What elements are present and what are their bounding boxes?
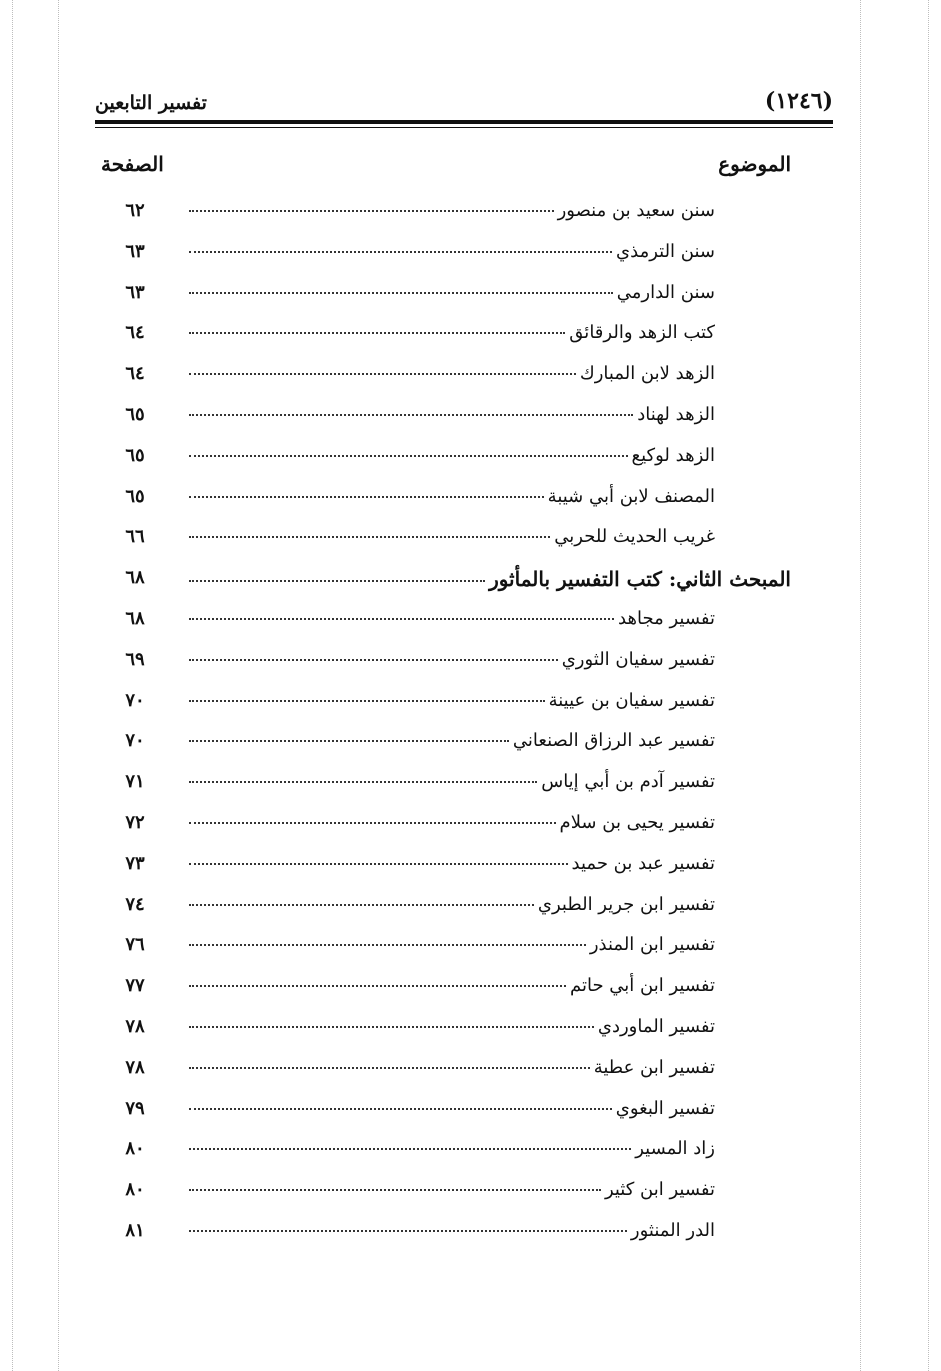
- entry-page-number: ٦٤: [125, 363, 145, 385]
- toc-entry: [185, 934, 715, 955]
- toc-row: [115, 849, 791, 890]
- dot-leader: [189, 1108, 612, 1110]
- toc-row: [115, 971, 791, 1012]
- toc-row: [115, 522, 791, 563]
- entry-title: الزهد لهناد: [637, 403, 715, 425]
- entry-title: تفسير آدم بن أبي إياس: [541, 771, 715, 793]
- toc-row: [115, 441, 791, 482]
- entry-title: سنن الترمذي: [616, 240, 715, 262]
- toc-entry: [185, 567, 791, 591]
- toc-entry: [185, 690, 715, 711]
- toc-row: [115, 686, 791, 727]
- toc-entry: [185, 853, 715, 874]
- dot-leader: [189, 781, 537, 783]
- toc-entry: [185, 894, 715, 915]
- dot-leader: [189, 580, 485, 582]
- entry-page-number: ٦٨: [125, 607, 145, 629]
- toc-entry: [185, 200, 715, 221]
- toc-row: [115, 1094, 791, 1135]
- toc-entry: [185, 1179, 715, 1200]
- header-rule-thin: [95, 127, 833, 128]
- toc-entry: [185, 404, 715, 425]
- toc-entry: [185, 975, 715, 996]
- entry-title: تفسير عبد الرزاق الصنعاني: [512, 730, 715, 752]
- toc-entry: [185, 771, 715, 792]
- entry-title: تفسير ابن عطية: [593, 1056, 715, 1078]
- dot-leader: [189, 251, 612, 253]
- entry-title: الزهد لابن المبارك: [579, 363, 715, 385]
- dot-leader: [189, 1067, 590, 1069]
- scan-margin-right: [860, 0, 861, 1371]
- header-rule-thick: [95, 120, 833, 124]
- toc-section-row: [115, 563, 791, 604]
- dot-leader: [189, 332, 565, 334]
- entry-page-number: ٧٢: [125, 811, 145, 833]
- dot-leader: [189, 618, 614, 620]
- column-headings: [95, 152, 791, 184]
- running-title: تفسير التابعين: [95, 92, 207, 114]
- toc-entry: [185, 322, 715, 343]
- toc-row: [115, 1216, 791, 1257]
- scan-edge-right: [928, 0, 929, 1371]
- entry-title: كتب الزهد والرقائق: [569, 322, 715, 344]
- entry-title: زاد المسير: [635, 1138, 715, 1160]
- entry-page-number: ٨٠: [125, 1179, 145, 1201]
- entry-title: تفسير ابن المنذر: [589, 934, 715, 956]
- toc-row: [115, 1053, 791, 1094]
- entry-page-number: ٨١: [125, 1219, 145, 1241]
- entry-page-number: ٧٨: [125, 1056, 145, 1078]
- toc-entry: [185, 1098, 715, 1119]
- section-title: المبحث الثاني: كتب التفسير بالمأثور: [489, 567, 791, 592]
- page-number: (١٢٤٦): [764, 88, 833, 114]
- entry-title: تفسير ابن كثير: [604, 1179, 715, 1201]
- entry-page-number: ٧٠: [125, 689, 145, 711]
- entry-title: تفسير يحيى بن سلام: [559, 811, 715, 833]
- toc-row: [115, 1175, 791, 1216]
- dot-leader: [189, 373, 576, 375]
- toc-entry: [185, 1138, 715, 1159]
- dot-leader: [189, 944, 586, 946]
- toc-entry: [185, 486, 715, 507]
- toc-row: [115, 645, 791, 686]
- topic-column-heading: الموضوع: [718, 152, 791, 176]
- entry-page-number: ٨٠: [125, 1138, 145, 1160]
- entry-title: تفسير مجاهد: [618, 607, 715, 629]
- entry-page-number: ٧٨: [125, 1015, 145, 1037]
- dot-leader: [189, 210, 554, 212]
- entry-title: الزهد لوكيع: [631, 444, 715, 466]
- toc-row: [115, 482, 791, 523]
- dot-leader: [189, 863, 568, 865]
- toc-row: [115, 767, 791, 808]
- table-of-contents: [115, 196, 791, 1257]
- entry-title: غريب الحديث للحربي: [554, 526, 715, 548]
- toc-entry: [185, 241, 715, 262]
- entry-page-number: ٦٣: [125, 240, 145, 262]
- dot-leader: [189, 659, 558, 661]
- dot-leader: [189, 1189, 601, 1191]
- entry-page-number: ٦٢: [125, 200, 145, 221]
- dot-leader: [189, 822, 556, 824]
- dot-leader: [189, 740, 509, 742]
- dot-leader: [189, 700, 545, 702]
- entry-page-number: ٧١: [125, 771, 145, 793]
- entry-page-number: ٦٥: [125, 485, 145, 507]
- dot-leader: [189, 292, 613, 294]
- entry-title: تفسير الماوردي: [597, 1015, 715, 1037]
- scan-margin-left: [58, 0, 59, 1371]
- toc-row: [115, 930, 791, 971]
- entry-page-number: ٧٣: [125, 852, 145, 874]
- toc-entry: [185, 363, 715, 384]
- toc-entry: [185, 445, 715, 466]
- entry-title: تفسير ابن جرير الطبري: [537, 893, 715, 915]
- toc-row: [115, 726, 791, 767]
- toc-entry: [185, 649, 715, 670]
- dot-leader: [189, 455, 628, 457]
- toc-row: [115, 400, 791, 441]
- scan-edge-left: [12, 0, 13, 1371]
- toc-row: [115, 1134, 791, 1175]
- toc-row: [115, 237, 791, 278]
- entry-title: تفسير سفيان الثوري: [561, 648, 715, 670]
- entry-page-number: ٧٤: [125, 893, 145, 915]
- toc-row: [115, 318, 791, 359]
- toc-entry: [185, 608, 715, 629]
- page-header: [95, 84, 833, 124]
- entry-page-number: ٧٦: [125, 934, 145, 956]
- entry-title: تفسير سفيان بن عيينة: [548, 689, 715, 711]
- dot-leader: [189, 985, 566, 987]
- entry-page-number: ٦٤: [125, 322, 145, 344]
- entry-title: تفسير البغوي: [615, 1097, 715, 1119]
- toc-entry: [185, 526, 715, 547]
- entry-title: تفسير عبد بن حميد: [571, 852, 715, 874]
- entry-page-number: ٧٧: [125, 975, 145, 997]
- entry-page-number: ٦٣: [125, 281, 145, 303]
- toc-entry: [185, 282, 715, 303]
- entry-page-number: ٦٦: [125, 526, 145, 548]
- toc-row: [115, 278, 791, 319]
- entry-page-number: ٦٨: [125, 567, 145, 589]
- entry-title: سنن سعيد بن منصور: [557, 200, 715, 221]
- entry-page-number: ٦٥: [125, 444, 145, 466]
- dot-leader: [189, 496, 544, 498]
- dot-leader: [189, 1026, 594, 1028]
- entry-title: الدر المنثور: [630, 1219, 715, 1241]
- toc-row: [115, 604, 791, 645]
- dot-leader: [189, 1230, 627, 1232]
- toc-row: [115, 196, 791, 237]
- entry-title: المصنف لابن أبي شيبة: [547, 485, 715, 507]
- toc-row: [115, 808, 791, 849]
- dot-leader: [189, 536, 550, 538]
- toc-entry: [185, 1016, 715, 1037]
- entry-page-number: ٦٥: [125, 403, 145, 425]
- dot-leader: [189, 904, 534, 906]
- entry-page-number: ٧٩: [125, 1097, 145, 1119]
- entry-page-number: ٦٩: [125, 648, 145, 670]
- entry-page-number: ٧٠: [125, 730, 145, 752]
- toc-entry: [185, 1057, 715, 1078]
- page-column-heading: الصفحة: [101, 152, 164, 176]
- toc-entry: [185, 1220, 715, 1241]
- toc-entry: [185, 730, 715, 751]
- toc-entry: [185, 812, 715, 833]
- entry-title: تفسير ابن أبي حاتم: [569, 975, 715, 997]
- toc-row: [115, 359, 791, 400]
- toc-row: [115, 890, 791, 931]
- entry-title: سنن الدارمي: [616, 281, 715, 303]
- dot-leader: [189, 414, 633, 416]
- dot-leader: [189, 1148, 631, 1150]
- toc-row: [115, 1012, 791, 1053]
